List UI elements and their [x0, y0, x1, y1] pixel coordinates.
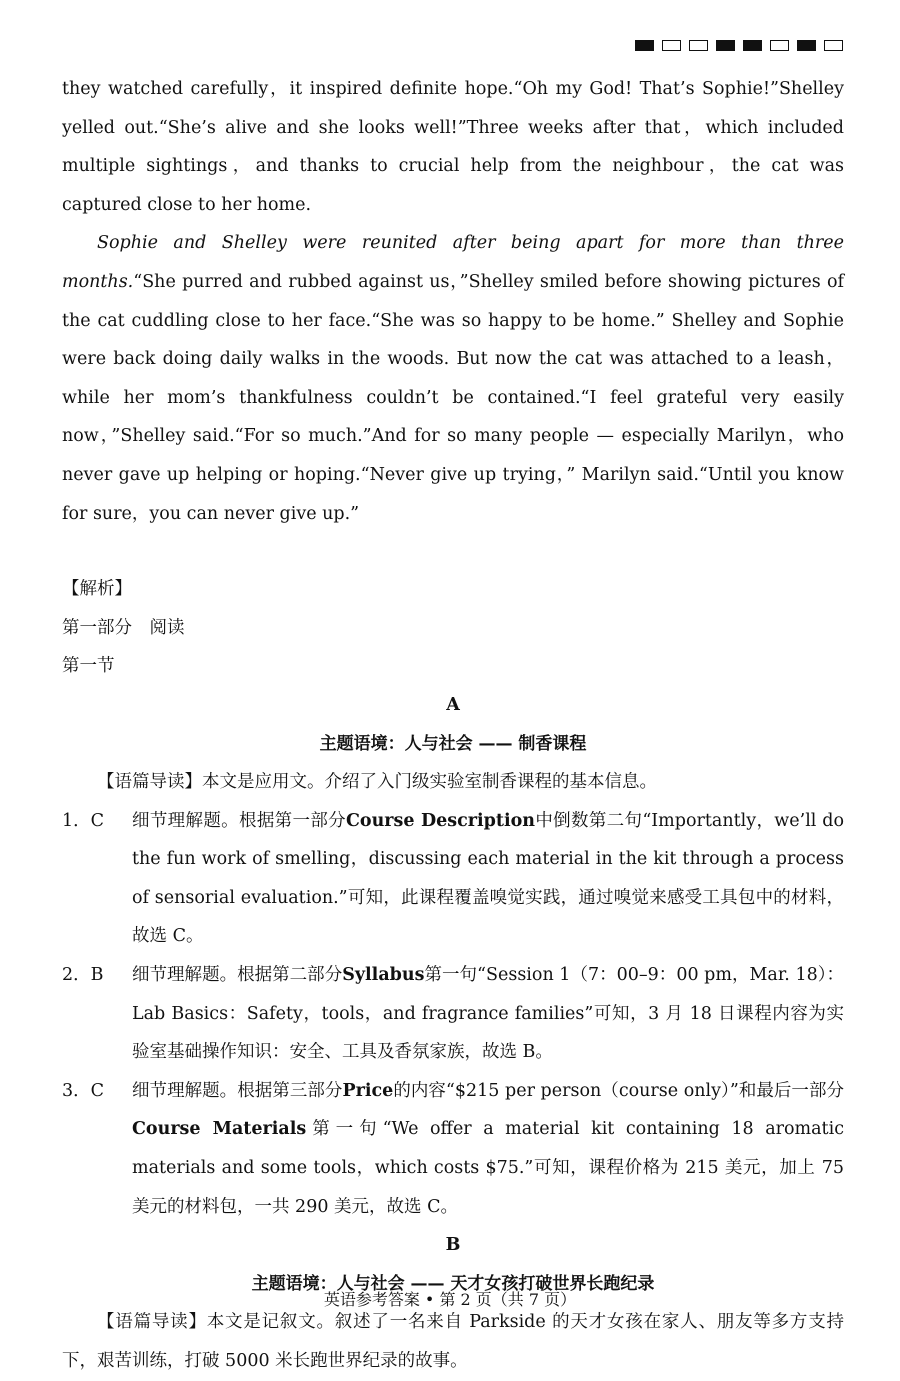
- answer-text: 细节理解题。根据第三部分: [132, 1080, 343, 1101]
- answer-number: 2．B: [62, 965, 104, 986]
- guide-b: 【语篇导读】本文是记叙文。叙述了一名来自 Parkside 的天才女孩在家人、朋友等多方支持下，艰苦训练，打破 5000 米长跑世界纪录的故事。: [62, 1312, 844, 1371]
- paragraph-2-rest: “She purred and rubbed against us，”Shelley smiled before showing pictures of the cat cuddling close to her face.“She was so happy to be home.” Shelley and Sophie were back doing daily walks in the woods. But now the cat was attached to a leash，while her mom’s thankfulness couldn’t be contained.“I feel grateful very easily now，”Shelley said.“For so much.”And for so many people — especially Marilyn，who never gave up helping or hoping.“Never give up trying，” Marilyn said.“Until you know for sure，you can never give up.”: [62, 271, 844, 524]
- page-marker-squares: [635, 40, 843, 51]
- marker-square: [716, 40, 735, 51]
- document-body: [62, 70, 844, 1381]
- answer-item-3: [62, 1072, 844, 1226]
- answer-item-1: [62, 802, 844, 956]
- guide-a: 【语篇导读】本文是应用文。介绍了入门级实验室制香课程的基本信息。: [97, 772, 657, 793]
- answer-text: 中倒数第二句“Importantly，we’ll do the fun work of smelling，discussing each material in the kit through a process of sensorial evaluation.”可知，此课程覆盖嗅觉实践，通过嗅觉来感受工具包中的材料，故选 C。: [132, 810, 845, 947]
- passage-letter-b: B: [445, 1235, 461, 1256]
- answer-text: 细节理解题。根据第一部分: [132, 810, 346, 831]
- story-paragraph-1: they watched carefully，it inspired definite hope.“Oh my God! That’s Sophie!”Shelley yelled out.“She’s alive and she looks well!”Three weeks after that，which included multiple sightings，and thanks to crucial help from the neighbour，the cat was captured close to her home.: [62, 79, 844, 215]
- marker-square: [635, 40, 654, 51]
- answer-item-2: [62, 956, 844, 1072]
- part-heading: 第一部分 阅读: [62, 617, 185, 638]
- marker-square: [689, 40, 708, 51]
- answer-keyword: Course Materials: [132, 1119, 307, 1140]
- answer-text: 第一句“We offer a material kit containing 18 aromatic materials and some tools，which costs $75.”可知，课程价格为 215 美元，加上 75 美元的材料包，一共 290 美元，故选 C。: [132, 1119, 844, 1217]
- marker-square: [824, 40, 843, 51]
- story-paragraph-2: [62, 224, 844, 533]
- italic-sentence: Sophie and Shelley were reunited after being apart for more than three months.: [62, 233, 844, 292]
- answer-keyword: Course Description: [345, 810, 535, 831]
- marker-square: [797, 40, 816, 51]
- marker-square: [770, 40, 789, 51]
- topic-b: 主题语境：人与社会 —— 天才女孩打破世界长跑纪录: [251, 1273, 655, 1294]
- answer-text: 细节理解题。根据第二部分: [132, 965, 343, 986]
- answer-text: 的内容“$215 per person（course only）”和最后一部分: [393, 1080, 845, 1101]
- answer-text: 第一句“Session 1（7：00–9：00 pm，Mar. 18）：Lab Basics：Safety，tools，and fragrance families”可知，3 月 18 日课程内容为实验室基础操作知识：安全、工具及香氛家族，故选 B。: [132, 965, 844, 1063]
- analysis-heading: 【解析】: [62, 579, 132, 600]
- page-footer: 英语参考答案 • 第 2 页（共 7 页）: [323, 1290, 577, 1309]
- answer-number: 3．C: [62, 1080, 105, 1101]
- section-heading: 第一节: [62, 656, 115, 677]
- answer-keyword: Syllabus: [342, 965, 425, 986]
- answer-number: 1．C: [62, 810, 105, 831]
- passage-letter-a: A: [446, 694, 460, 715]
- topic-a: 主题语境：人与社会 —— 制香课程: [319, 733, 587, 754]
- marker-square: [662, 40, 681, 51]
- answer-keyword: Price: [342, 1080, 394, 1101]
- marker-square: [743, 40, 762, 51]
